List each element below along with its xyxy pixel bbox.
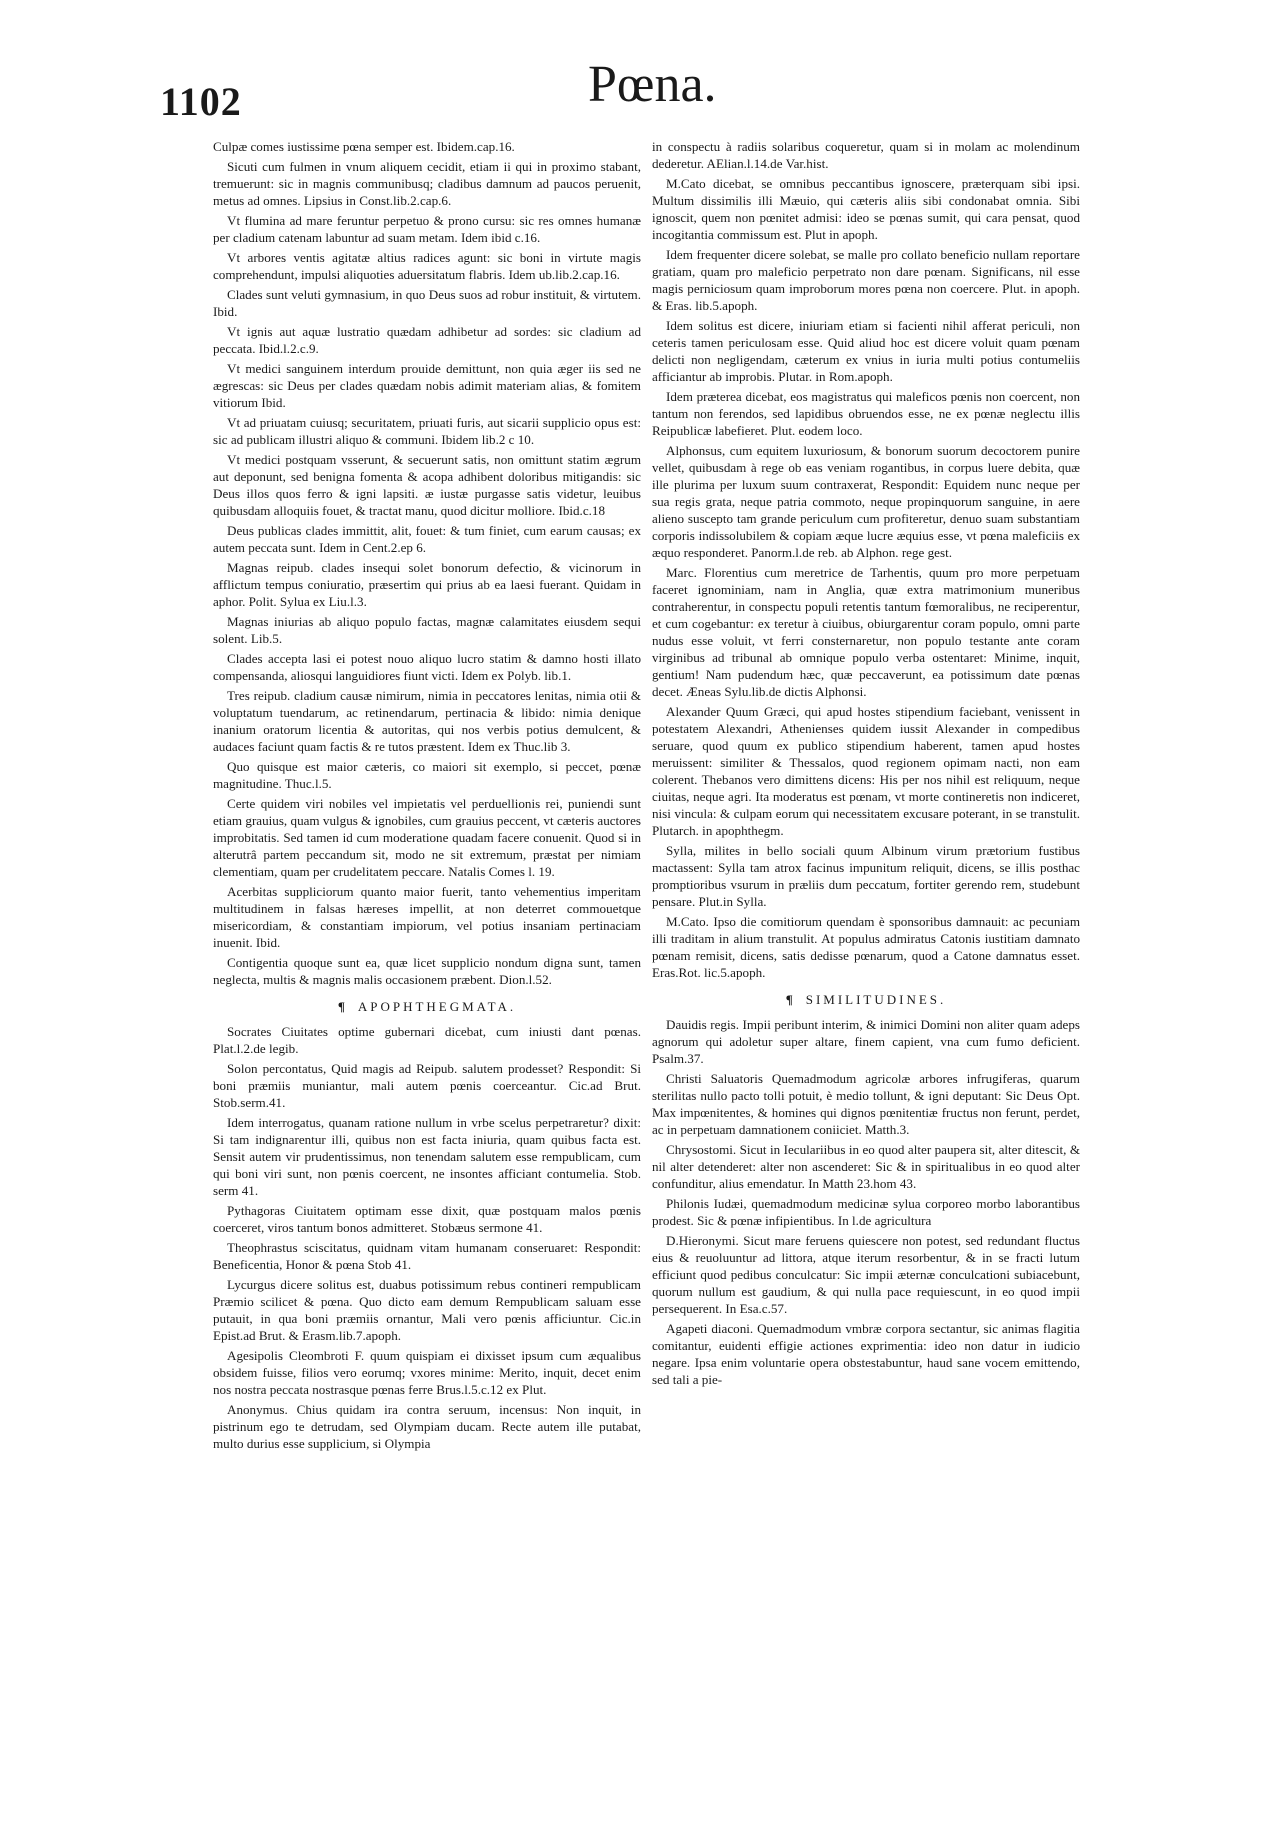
similitude: D.Hieronymi. Sicut mare feruens quiescere non potest, sed redundant fluctus eius & reuoluuntur ad littora, atque iterum resorbentur, & in se fracti lutum efficiunt quod pedibus conculcatur: Sic impii æternæ conculcationi subiacebunt, quorum nullum est gaudium, & qui nulla pace requiescunt, in eo quod impii persequerent. In Esa.c.57. [652,1233,1080,1316]
paragraph: Culpæ comes iustissime pœna semper est. Ibidem.cap.16. [213,139,515,154]
paragraph: Sicuti cum fulmen in vnum aliquem cecidit, etiam ii qui in proximo stabant, tremuerunt: sic in magnis communibusq; cladibus damnum ad paucos peruenit, metus ad omnes. Lipsius in Const.lib.2.cap.6. [213,159,641,208]
similitude: Dauidis regis. Impii peribunt interim, & inimici Domini non aliter quam adeps agnorum qui adoletur super altare, finem capient, vna cum fumo deficient. Psalm.37. [652,1017,1080,1066]
similitude: Chrysostomi. Sicut in Ieculariibus in eo quod alter paupera sit, alter ditescit, & nil alter detenderet: alter non ascenderet: Sic & in spiritualibus in eo quod alter confunditur, alius emendatur. In Matth 23.hom 43. [652,1142,1080,1191]
paragraph: Idem solitus est dicere, iniuriam etiam si facienti nihil afferat periculi, non ceteris tamen periculosam esse. Quid aliud hoc est dicere voluit quam pœnam delicti non negligendam, cæterum ex vnius in iuria multi potius contumeliis afficiantur ab improbis. Plutar. in Rom.apoph. [652,318,1080,384]
similitude: Philonis Iudæi, quemadmodum medicinæ sylua corporeo morbo laborantibus prodest. Sic & pœnæ infipientibus. In l.de agricultura [652,1196,1080,1228]
paragraph: in conspectu à radiis solaribus coqueretur, quam si in molam ac molendinum dederetur. AElian.l.14.de Var.hist. [652,139,1080,171]
paragraph: Contigentia quoque sunt ea, quæ licet supplicio nondum digna sunt, tamen neglecta, multis & magnis malis occasionem præbent. Dion.l.52. [213,955,641,987]
apophthegm: Theophrastus sciscitatus, quidnam vitam humanam conseruaret: Respondit: Beneficentia, Honor & pœna Stob 41. [213,1240,641,1272]
running-head: Pœna. [588,56,717,113]
paragraph: Deus publicas clades immittit, alit, fouet: & tum finiet, cum earum causas; ex autem peccata sunt. Idem in Cent.2.ep 6. [213,523,641,555]
left-column [213,138,641,1455]
pilcrow-icon: ¶ [337,999,348,1014]
paragraph: Tres reipub. cladium causæ nimirum, nimia in peccatores lenitas, nimia otii & voluptatum tuendarum, ac retinendarum, pertinacia & libido: nimia denique inanium oratorum licentia & autoritas, qui nos verbis potius demulcent, & audaces faciunt quam factis & re tutos præstent. Idem ex Thuc.lib 3. [213,688,641,754]
right-column [652,138,1080,1391]
apophthegm: Anonymus. Chius quidam ira contra seruum, incensus: Non inquit, in pistrinum ego te detrudam, sed Olympiam ducam. Recte autem ille putabat, multo durius esse supplicium, si Olympia [213,1402,641,1451]
apophthegm: Solon percontatus, Quid magis ad Reipub. salutem prodesset? Respondit: Si boni præmiis muniantur, mali autem pœnis coerceantur. Cic.ad Brut. Stob.serm.41. [213,1061,641,1110]
paragraph: Certe quidem viri nobiles vel impietatis vel perduellionis rei, puniendi sunt etiam grauius, quam vulgus & ignobiles, cum grauius peccent, vt cæteris auctores improbitatis. Sed tamen id cum moderatione quadam facere conuenit. Quod si in alterutrâ partem peccandum sit, modo ne sit extremum, præstat per nimiam clementiam, quam per crudelitatem peccare. Natalis Comes l. 19. [213,796,641,879]
paragraph: Vt flumina ad mare feruntur perpetuo & prono cursu: sic res omnes humanæ per cladium catenam labuntur ad suam metam. Idem ibid c.16. [213,213,641,245]
apophthegm: Idem interrogatus, quanam ratione nullum in vrbe scelus perpetraretur? dixit: Si tam indignarentur illi, quibus non est facta iniuria, quam quibus facta est. Sensit autem vir prudentissimus, non tenendam salutem esse rempublicam, cum qui boni viri sunt, non pœnis coercent, ne insontes afficiant contumelia. Stob. serm 41. [213,1115,641,1198]
paragraph: Vt medici postquam vsserunt, & secuerunt satis, non omittunt statim ægrum aut deponunt, sed benigna fomenta & acopa adhibent doloribus mitigandis: sic Deus illos quos ferro & igni lapsiti. æ iustæ purgasse satis videtur, leuibus quibusdam alloquiis fouet, & tractat manu, quod dicitur molliore. Ibid.c.18 [213,452,641,518]
similitude: Christi Saluatoris Quemadmodum agricolæ arbores infrugiferas, quarum sterilitas nullo pacto tolli potuit, è medio tollunt, & igni deputant: Sic Deus Opt. Max impœnitentes, & homines qui dignos pœnitentiæ fructus non ferunt, perdet, ac in perpetuam damnationem coniiciet. Matth.3. [652,1071,1080,1137]
apophthegm: Pythagoras Ciuitatem optimam esse dixit, quæ postquam malos pœnis coerceret, viros tantum bonos admitteret. Stobæus sermone 41. [213,1203,641,1235]
section-heading-similitudines: ¶ SIMILITUDINES. [785,992,947,1007]
section-heading-apophthegmata: ¶ APOPHTHEGMATA. [337,999,517,1014]
paragraph: Idem præterea dicebat, eos magistratus qui maleficos pœnis non coercent, non tantum non ferendos, sed lapidibus obruendos esse, ne ex pœnæ neglectu illis Reipublicæ labefieret. Plut. eodem loco. [652,389,1080,438]
page-number: 1102 [160,79,242,124]
similitude: Agapeti diaconi. Quemadmodum vmbræ corpora sectantur, sic animas flagitia comitantur, euidenti effigie actiones exprimentia: ideo non datur in iudicio negare. Ipsa enim voluntarie opera obstestabuntur, haud sane vocem emittendo, sed tali a pie- [652,1321,1080,1387]
paragraph: Vt ignis aut aquæ lustratio quædam adhibetur ad sordes: sic cladium ad peccata. Ibid.l.2.c.9. [213,324,641,356]
paragraph: Acerbitas suppliciorum quanto maior fuerit, tanto vehementius imperitam multitudinem in falsas hæreses impellit, at non deterret commouetque misericordiam, & constantiam impiorum, vel potius insaniam pertinaciam inuenit. Ibid. [213,884,641,950]
paragraph: Alphonsus, cum equitem luxuriosum, & bonorum suorum decoctorem punire vellet, quibusdam à rege ob eas veniam rogantibus, in corpus luere debita, quæ ille plurima per luxum suum contraxerat, Respondit: Equidem nunc neque per sua regis grata, neque patria commoto, neque propinquorum sanguine, in aere alieno suscepto tam grande periculum cum profiteretur, denuo suam substantiam corporis indissolubilem & copiam æque lucre æquius esse, vt pœna maleficiis ex æquo responderet. Panorm.l.de reb. ab Alphon. rege gest. [652,443,1080,560]
pilcrow-icon: ¶ [785,992,796,1007]
apophthegm: Agesipolis Cleombroti F. quum quispiam ei dixisset ipsum cum æqualibus obsidem fuisse, filios vero eorumq; vxores minime: Merito, inquit, decet enim nos nostra peccata nostrasque pœnas ferre Brus.l.5.c.12 ex Plut. [213,1348,641,1397]
paragraph: Sylla, milites in bello sociali quum Albinum virum prætorium fustibus mactassent: Sylla tam atrox facinus impunitum reliquit, dicens, se illis posthac promptioribus vsurum in præliis dum peccatum, fortiter gerendo rem, studebunt pensare. Plut.in Sylla. [652,843,1080,909]
paragraph: Magnas iniurias ab aliquo populo factas, magnæ calamitates eiusdem sequi solent. Lib.5. [213,614,641,646]
paragraph: Idem frequenter dicere solebat, se malle pro collato beneficio nullam reportare gratiam, quam pro maleficio perpetrato non dare pœnam. Significans, nil esse magis perniciosum quam improborum mores pœna non coercere. Plut. in apoph. & Eras. lib.5.apoph. [652,247,1080,313]
paragraph: Alexander Quum Græci, qui apud hostes stipendium faciebant, venissent in potestatem Alexandri, Athenienses quidem iussit Alexander in compedibus seruare, quod quum ex publico stipendium haberent, tamen apud hostes meruissent: similiter & Thessalos, quod regionem opimam nacti, non eam colerent. Thebanos vero dimittens dicens: His per nos nihil est reliquum, neque ciuitas, neque agri. Ita moderatus est pœnam, vt morte contineretis non indiceret, nisi vincula: & culpam eorum qui necessitatem excusare poterant, in se transtulit. Plutarch. in apophthegm. [652,704,1080,838]
paragraph: Clades sunt veluti gymnasium, in quo Deus suos ad robur instituit, & virtutem. Ibid. [213,287,641,319]
paragraph: Vt ad priuatam cuiusq; securitatem, priuati furis, aut sicarii supplicio opus est: sic ad publicam illustri aliquo & communi. Ibidem lib.2 c 10. [213,415,641,447]
paragraph: Quo quisque est maior cæteris, co maiori sit exemplo, si peccet, pœnæ magnitudine. Thuc.l.5. [213,759,641,791]
paragraph: Vt medici sanguinem interdum prouide demittunt, non quia æger iis sed ne ægrescas: sic Deus per clades quædam nobis adimit materiam alias, & fomitem vitiorum Ibid. [213,361,641,410]
paragraph: Magnas reipub. clades insequi solet bonorum defectio, & vicinorum in afflictum tempus coniuratio, præsertim qui prius ab ea laesi fuerant. Quidam in aphor. Polit. Sylua ex Liu.l.3. [213,560,641,609]
apophthegm: Lycurgus dicere solitus est, duabus potissimum rebus contineri rempublicam Præmio scilicet & pœna. Quo dicto eam demum Rempublicam saluam esse putauit, in qua boni præmiis ornantur, Mali vero pœnis afficiuntur. Cic.in Epist.ad Brut. & Erasm.lib.7.apoph. [213,1277,641,1343]
paragraph: Vt arbores ventis agitatæ altius radices agunt: sic boni in virtute magis comprehendunt, impulsi aliquoties aduersitatum flabris. Idem ub.lib.2.cap.16. [213,250,641,282]
paragraph: M.Cato dicebat, se omnibus peccantibus ignoscere, præterquam sibi ipsi. Multum dissimilis illi Mæuio, qui cæteris aliis sibi condonabat omnia. Sibi ignoscit, quem non pœnitet admisi: ideo se pœnas sumit, qui cara pensat, quod incogitantia commissum est. Plut in apoph. [652,176,1080,242]
paragraph: M.Cato. Ipso die comitiorum quendam è sponsoribus damnauit: ac pecuniam illi traditam in alium transtulit. At populus admiratus Catonis iustitiam damnato pœnam remisit, dicens, satis dedisse pœnarum, quod a Catone damnatus esset. Eras.Rot. lic.5.apoph. [652,914,1080,980]
paragraph: Marc. Florentius cum meretrice de Tarhentis, quum pro more perpetuam faceret ignominiam, nam in Anglia, quæ extra matrimonium muneribus contraherentur, in conspectu populi retentis tantum fœmoralibus, ne reciperentur, et cum cogebantur: ex teretur à ciuibus, obiurgarentur coram populo, omni parte nudus esse voluit, vt ferri consternaretur, non populo testante ante coram virginibus ad tribunal ab omnique populo verba ostentaret: Minime, inquit, gentium! Nam pudendum hæc, quæ peccaverunt, ea potissimum date pœnas decet. Æneas Sylu.lib.de dictis Alphonsi. [652,565,1080,699]
paragraph: Clades accepta lasi ei potest nouo aliquo lucro statim & damno hosti illato compensanda, aliosqui languidiores fiunt victi. Idem ex Polyb. lib.1. [213,651,641,683]
apophthegm: Socrates Ciuitates optime gubernari dicebat, cum iniusti dant pœnas. Plat.l.2.de legib. [213,1024,641,1056]
